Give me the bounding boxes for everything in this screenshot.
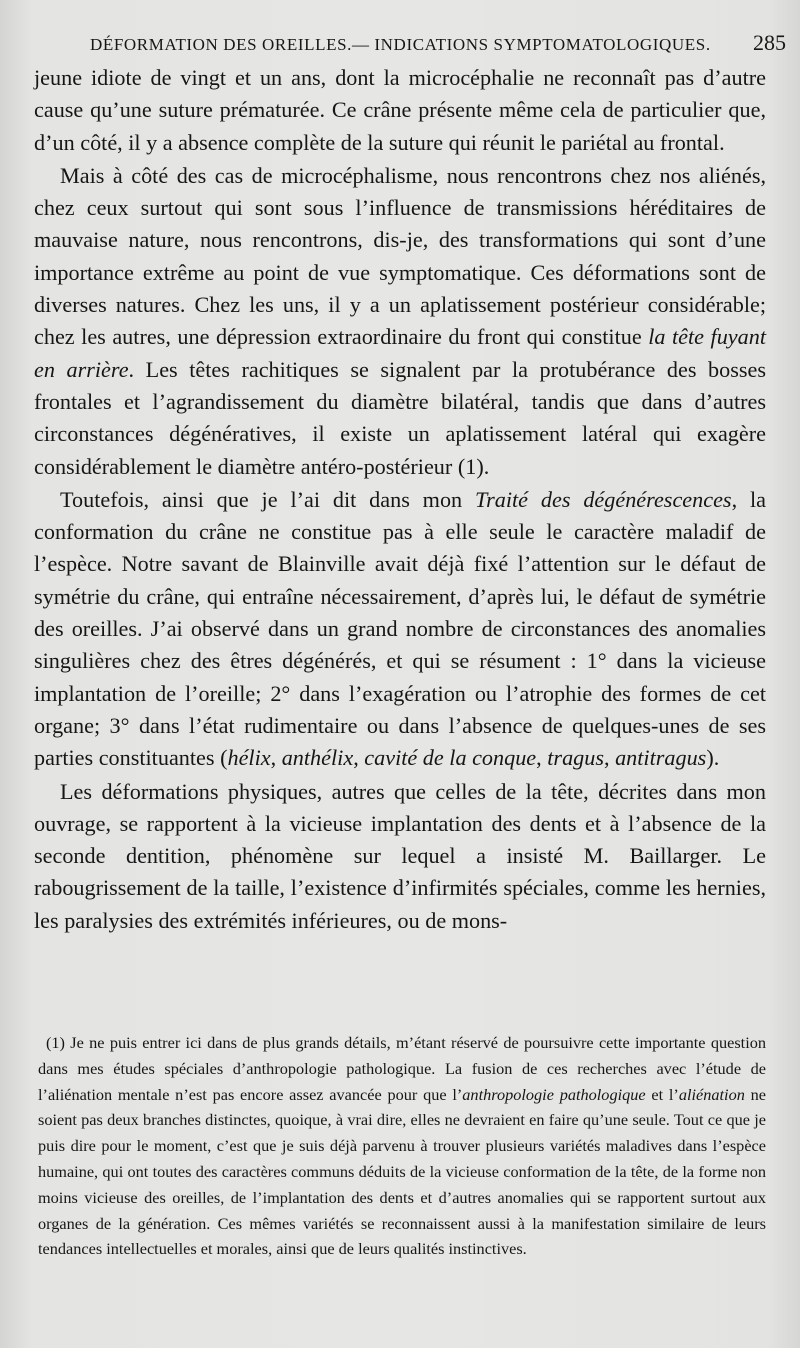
- paragraph: [34, 160, 766, 483]
- italic-text: hélix: [227, 745, 271, 771]
- text-run: ).: [706, 745, 720, 771]
- page-number: 285: [753, 30, 786, 55]
- text-run: Les déformations physiques, autres que celles de la tête, décrites dans mon ouvrage, se rapportent à la vicieuse implantation des dents et à l’absence de la seconde dentition, phénomène sur lequel a insisté M. Baillarger. Le rabougrissement de la taille, l’existence d’infirmités spéciales, comme les hernies, les paralysies des extrémités inférieures, ou de mons-: [34, 778, 766, 933]
- text-run: ,: [270, 745, 282, 771]
- footnote: [38, 1030, 766, 1262]
- main-text: [34, 62, 766, 937]
- italic-text: la tête fuyant en arrière: [34, 324, 766, 382]
- text-run: jeune idiote de vingt et un ans, dont la microcéphalie ne reconnaît pas d’autre cause qu’une suture prématurée. Ce crâne présente même cela de particulier que, d’un côté, il y a absence complète de la suture qui réunit le pariétal au frontal.: [34, 65, 766, 155]
- paragraph: [34, 484, 766, 775]
- paragraph: [34, 62, 766, 159]
- italic-text: cavité de la conque: [364, 745, 537, 771]
- italic-text: aliénation: [678, 1084, 745, 1104]
- paragraph: [34, 776, 766, 937]
- text-run: Mais à côté des cas de microcéphalisme, nous rencontrons chez nos aliénés, chez ceux surtout qui sont sous l’influence de transmissions héréditaires de mauvaise nature, nous rencontrons, dis-je, des transformations qui sont d’une importance extrême au point de vue symptomatique. Ces déformations sont de diverses natures. Chez les uns, il y a un aplatissement postérieur considérable; chez les autres, une dépression extraordinaire du front qui constitue: [34, 162, 766, 350]
- text-run: ,: [536, 745, 548, 771]
- text-run: ,: [603, 745, 616, 771]
- running-title: DÉFORMATION DES OREILLES.— INDICATIONS SYMPTOMATOLOGIQUES.: [90, 35, 711, 54]
- running-header: [90, 30, 786, 56]
- italic-text: antitragus: [615, 745, 707, 771]
- text-run: . Les têtes rachitiques se signalent par la protubérance des bosses frontales et l’agrandissement du diamètre bilatéral, tandis que dans d’autres circonstances dégénératives, il existe un aplatissement latéral qui exagère considérablement le diamètre antéro-postérieur (1).: [34, 356, 766, 479]
- text-run: ne soient pas deux branches distinctes, quoique, à vrai dire, elles ne devraient en faire qu’une seule. Tout ce que je puis dire pour le moment, c’est que je suis déjà parvenu à trouver plusieurs variétés maladives dans l’espèce humaine, qui ont toutes des caractères communs déduits de la vicieuse conformation de la tête, de la forme non moins vicieuse des oreilles, de l’implantation des dents et d’autres anomalies qui se rapportent surtout aux organes de la génération. Ces mêmes variétés se reconnaissent aussi à la manifestation similaire de leurs tendances intellectuelles et morales, ainsi que de leurs qualités instinctives.: [38, 1084, 766, 1259]
- italic-text: anthropologie pathologique: [462, 1084, 646, 1104]
- text-run: ,: [353, 745, 365, 771]
- italic-text: anthélix: [281, 745, 354, 771]
- italic-text: tragus: [547, 745, 604, 771]
- footnote-paragraph: [38, 1030, 766, 1262]
- text-run: (1) Je ne puis entrer ici dans de plus grands détails, m’étant réservé de poursuivre cette importante question dans mes études spéciales d’anthropologie pathologique. La fusion de ces recherches avec l’étude de l’aliénation mentale n’est pas encore assez avancée pour que l’: [38, 1033, 766, 1104]
- text-run: et l’: [645, 1084, 679, 1104]
- text-run: , la conformation du crâne ne constitue pas à elle seule le caractère maladif de l’espèce. Notre savant de Blainville avait déjà fixé l’attention sur le défaut de symétrie du crâne, qui entraîne nécessairement, d’après lui, le défaut de symétrie des oreilles. J’ai observé dans un grand nombre de circonstances des anomalies singulières chez des êtres dégénérés, et qui se résument : 1° dans la vicieuse implantation de l’oreille; 2° dans l’exagération ou l’atrophie des formes de cet organe; 3° dans l’état rudimentaire ou dans l’absence de quelques-unes de ses parties constituantes (: [34, 486, 766, 771]
- text-run: Toutefois, ainsi que je l’ai dit dans mon: [60, 486, 475, 512]
- italic-text: Traité des dégénérescences: [475, 486, 732, 512]
